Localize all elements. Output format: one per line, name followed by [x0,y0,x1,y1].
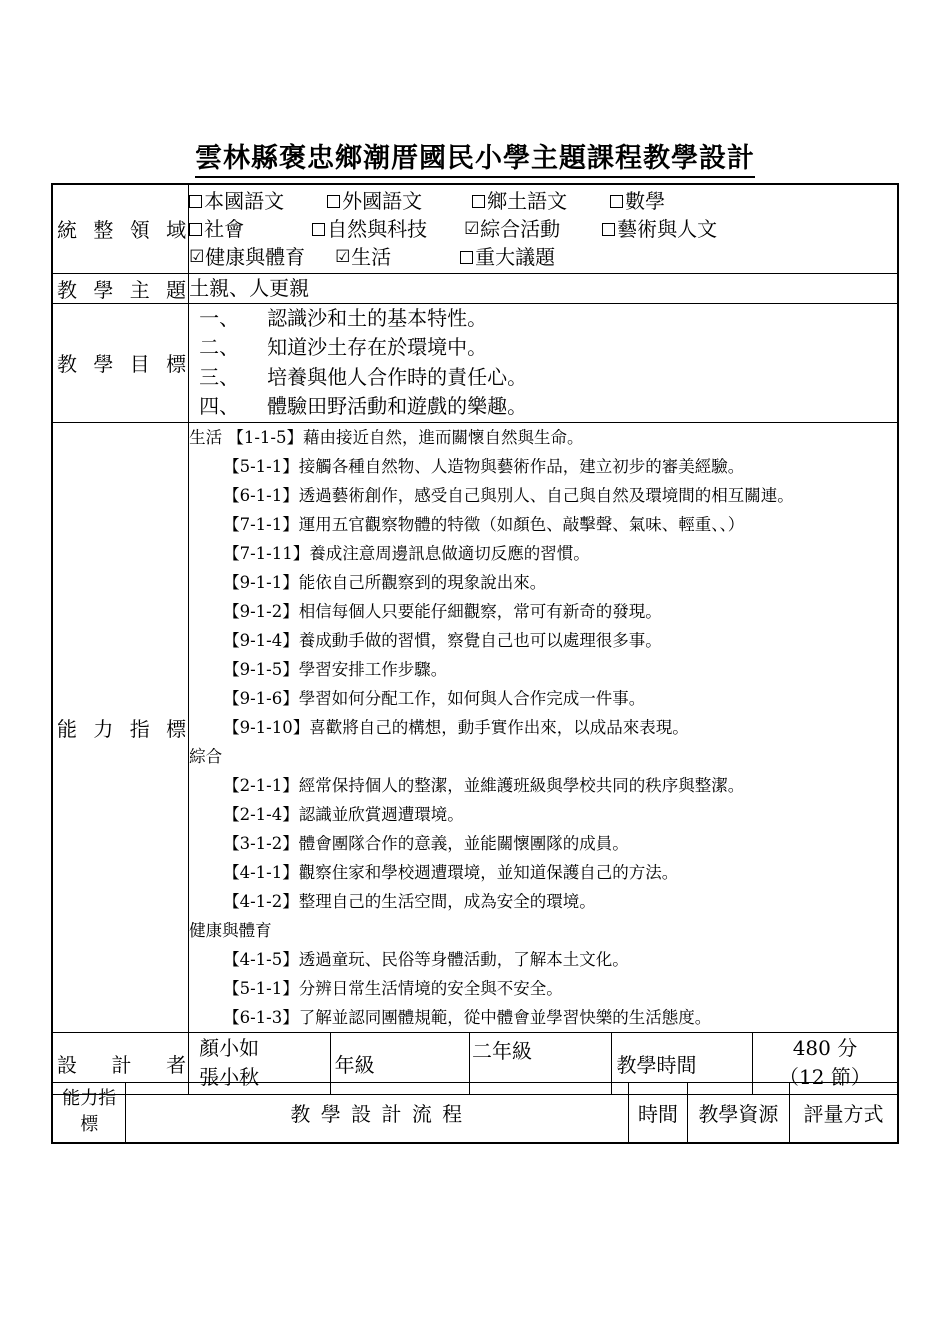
domains-label [52,184,189,273]
domain-checkbox-label: 自然與科技 [327,216,428,241]
flow-header-row [52,1083,898,1143]
empty-box-icon [610,195,623,208]
theme-label [52,273,189,303]
domain-checkbox-label: 鄉土語文 [487,188,568,213]
checked-box-icon: ☑ [335,246,351,267]
indicator-item: 【2-1-1】經常保持個人的整潔，並維護班級與學校共同的秩序與整潔。 [223,775,745,795]
checked-box-icon: ☑ [189,246,205,267]
empty-box-icon [312,223,325,236]
indicator-item: 【9-1-5】學習安排工作步驟。 [223,659,448,679]
goal-text: 認識沙和土的基本特性。 [267,305,488,330]
time-label-char: 學 [636,1052,657,1077]
domains-label-char: 域 [166,218,187,243]
domains-label-char: 整 [93,218,114,243]
goal-text: 培養與他人合作時的責任心。 [267,364,528,389]
domain-checkbox[interactable] [602,215,752,243]
domain-checkbox-label: 健康與體育 [205,244,306,269]
indicators-label [52,422,189,1032]
theme-row [52,273,898,303]
theme-label-char: 主 [129,277,150,302]
designer-name: 張小秋 [199,1065,260,1089]
time-label-char: 教 [616,1052,637,1077]
indicators-label-char: 標 [166,716,187,741]
indicator-item: 【5-1-1】接觸各種自然物、人造物與藝術作品，建立初步的審美經驗。 [223,456,745,476]
designer-label-char: 者 [166,1052,187,1077]
goals-label [52,303,189,422]
indicator-item: 【5-1-1】分辨日常生活情境的安全與不安全。 [223,978,563,998]
indicator-item: 【4-1-5】透過童玩、民俗等身體活動，了解本土文化。 [223,949,629,969]
indicators-label-char: 力 [93,716,114,741]
theme-label-char: 教 [57,277,77,302]
domain-checkbox-label: 藝術與人文 [617,216,718,241]
indicators-cell [189,422,898,1032]
grade-value: 二年級 [470,1032,612,1094]
domains-checkbox-row [189,215,897,243]
goal-text: 體驗田野活動和遊戲的樂趣。 [267,394,528,418]
domain-checkbox[interactable] [610,187,750,215]
domain-checkbox[interactable] [335,243,460,271]
goal-number: 三、 [199,364,240,389]
indicator-item: 【6-1-3】了解並認同團體規範，從中體會並學習快樂的生活態度。 [223,1007,712,1027]
goals-cell [189,303,898,422]
empty-box-icon [602,223,615,236]
time-label-char: 間 [676,1052,697,1077]
indicator-item: 【4-1-1】觀察住家和學校週遭環境，並知道保護自己的方法。 [223,862,679,882]
empty-box-icon [327,195,340,208]
domain-checkbox[interactable] [189,187,327,215]
flow-col-process: 教 學 設 計 流 程 [126,1083,629,1143]
goal-number: 四、 [199,394,240,418]
indicator-heading: 綜合 [189,746,223,766]
domain-checkbox-label: 重大議題 [475,244,556,269]
flow-col-indicator: 能力指標 [52,1083,126,1143]
indicator-item: 【9-1-2】相信每個人只要能仔細觀察，常可有新奇的發現。 [223,601,662,621]
indicator-item: 【7-1-1】運用五官觀察物體的特徵（如顏色、敲擊聲、氣味、輕重、、） [223,514,745,534]
goals-label-char: 教 [57,352,77,376]
indicator-heading: 生活 【1-1-5】藉由接近自然，進而關懷自然與生命。 [189,427,584,447]
grade-label-char: 年 [334,1052,355,1077]
designer-label-char: 計 [111,1052,132,1077]
indicator-item: 【6-1-1】透過藝術創作，感受自己與別人、自己與自然及環境間的相互關連。 [223,485,794,505]
flow-col-resources: 教學資源 [687,1083,789,1143]
domain-checkbox[interactable] [189,243,335,271]
grade-label-char: 級 [354,1052,375,1077]
time-minutes: 480 分 [792,1036,858,1060]
goal-number: 二、 [199,335,240,359]
indicators-label-char: 指 [129,716,150,741]
course-design-table [51,183,899,1095]
indicators-row [52,422,898,1032]
goal-item [189,363,897,393]
flow-header-table [51,1082,899,1144]
time-periods: （12 節） [779,1065,871,1089]
indicator-item: 【9-1-4】養成動手做的習慣，察覺自己也可以處理很多事。 [223,630,662,650]
empty-box-icon [189,223,202,236]
domain-checkbox[interactable] [189,215,312,243]
indicator-item: 【3-1-2】體會團隊合作的意義，並能關懷團隊的成員。 [223,833,629,853]
domains-label-char: 領 [129,218,150,243]
goal-text: 知道沙土存在於環境中。 [267,335,488,359]
indicators-label-char: 能 [57,716,77,741]
domains-row [52,184,898,273]
empty-box-icon [472,195,485,208]
goals-row [52,303,898,422]
theme-label-char: 題 [166,277,187,302]
goal-item [189,304,897,334]
goals-label-char: 標 [166,352,187,376]
indicator-item: 【9-1-6】學習如何分配工作，如何與人合作完成一件事。 [223,688,646,708]
indicator-item: 【7-1-11】養成注意周邊訊息做適切反應的習慣。 [223,543,590,563]
domain-checkbox-label: 外國語文 [342,188,423,213]
empty-box-icon [460,251,473,264]
theme-label-char: 學 [93,277,114,302]
theme-value: 土親、人更親 [189,273,898,303]
goal-item [189,392,897,422]
designer-label-char: 設 [57,1052,77,1077]
domain-checkbox-label: 社會 [204,216,245,241]
goal-item [189,333,897,363]
domain-checkbox[interactable] [464,215,602,243]
flow-col-time: 時間 [629,1083,688,1143]
goals-label-char: 學 [93,352,114,376]
goal-number: 一、 [199,305,240,330]
domain-checkbox[interactable] [472,187,610,215]
domains-checkbox-row [189,243,897,271]
indicator-item: 【4-1-2】整理自己的生活空間，成為安全的環境。 [223,891,596,911]
time-label-char: 時 [656,1052,677,1077]
domain-checkbox[interactable] [327,187,472,215]
indicator-item: 【9-1-1】能依自己所觀察到的現象說出來。 [223,572,547,592]
domain-checkbox[interactable] [460,243,600,271]
domain-checkbox-label: 生活 [351,244,392,269]
flow-col-assessment: 評量方式 [789,1083,898,1143]
checked-box-icon: ☑ [464,218,480,239]
indicator-item: 【9-1-10】喜歡將自己的構想，動手實作出來，以成品來表現。 [223,717,689,737]
domain-checkbox-label: 綜合活動 [480,216,561,241]
domain-checkbox-label: 數學 [625,188,666,213]
goals-label-char: 目 [129,352,150,376]
domains-checkbox-row [189,187,897,215]
domain-checkbox-label: 本國語文 [204,188,285,213]
domain-checkbox[interactable] [312,215,464,243]
indicator-item: 【2-1-4】認識並欣賞週遭環境。 [223,804,464,824]
empty-box-icon [189,195,202,208]
domains-cell [189,184,898,273]
designer-name: 顏小如 [199,1036,260,1060]
indicator-heading: 健康與體育 [189,920,272,940]
page-title: 雲林縣褒忠鄉潮厝國民小學主題課程教學設計 [0,136,950,175]
domains-label-char: 統 [57,218,77,243]
